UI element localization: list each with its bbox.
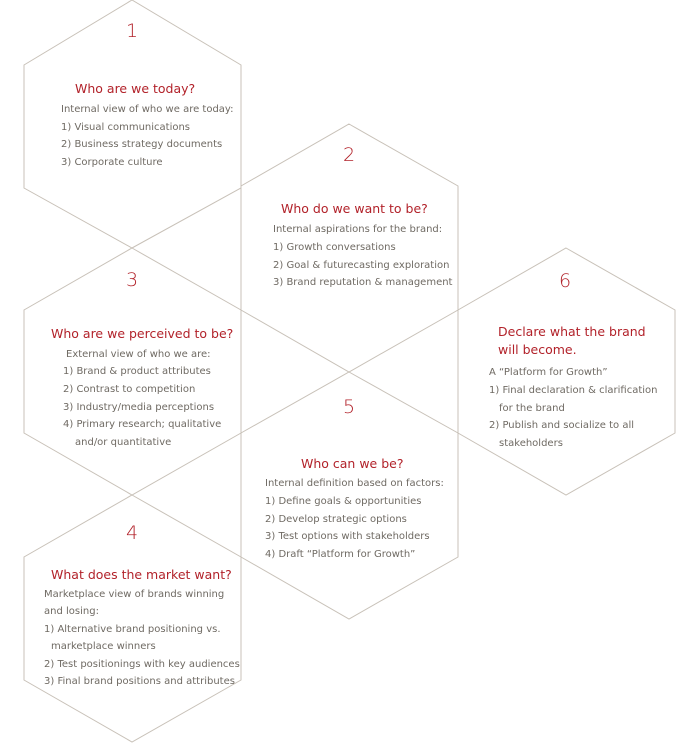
- step-2-title: Who do we want to be?: [281, 201, 428, 216]
- step-1-item: 2) Business strategy documents: [61, 139, 223, 150]
- step-5-intro: Internal definition based on factors:: [265, 478, 444, 489]
- step-4-title: What does the market want?: [51, 567, 232, 582]
- step-2-item: 1) Growth conversations: [273, 242, 396, 253]
- step-3-item: and/or quantitative: [75, 437, 172, 448]
- step-1-number: 1: [126, 20, 139, 42]
- step-2-number: 2: [343, 144, 356, 166]
- step-6-item: stakeholders: [499, 438, 563, 449]
- step-3-intro: External view of who we are:: [66, 349, 211, 360]
- step-4-intro: and losing:: [44, 606, 99, 617]
- step-5-title: Who can we be?: [301, 456, 404, 471]
- step-5-number: 5: [343, 396, 356, 418]
- step-6-title: Declare what the brand: [498, 324, 646, 339]
- step-6-item: for the brand: [499, 403, 565, 414]
- step-6-item: 1) Final declaration & clarification: [489, 385, 658, 396]
- step-1-item: 1) Visual communications: [61, 122, 191, 133]
- step-1-item: 3) Corporate culture: [61, 157, 163, 168]
- step-1-title: Who are we today?: [75, 81, 196, 96]
- step-3-item: 2) Contrast to competition: [63, 384, 196, 395]
- step-2-item: 3) Brand reputation & management: [273, 277, 453, 288]
- step-3-title: Who are we perceived to be?: [51, 326, 234, 341]
- step-3-item: 4) Primary research; qualitative: [63, 419, 222, 430]
- step-1-intro: Internal view of who we are today:: [61, 104, 234, 115]
- step-4-intro: Marketplace view of brands winning: [44, 589, 225, 600]
- step-4-item: marketplace winners: [51, 641, 156, 652]
- step-4-item: 2) Test positionings with key audiences: [44, 659, 240, 670]
- step-4-item: 3) Final brand positions and attributes: [44, 676, 235, 687]
- step-6-item: 2) Publish and socialize to all: [489, 420, 635, 431]
- step-6-title: will become.: [498, 342, 577, 357]
- step-6-intro: A “Platform for Growth”: [489, 367, 608, 378]
- step-2-item: 2) Goal & futurecasting exploration: [273, 260, 450, 271]
- step-4-number: 4: [126, 522, 139, 544]
- step-3-item: 3) Industry/media perceptions: [63, 402, 215, 413]
- step-5-item: 2) Develop strategic options: [265, 514, 407, 525]
- step-6-number: 6: [559, 270, 572, 292]
- step-4-item: 1) Alternative brand positioning vs.: [44, 624, 221, 635]
- step-2-intro: Internal aspirations for the brand:: [273, 224, 443, 235]
- step-3-number: 3: [126, 269, 139, 291]
- step-5-item: 3) Test options with stakeholders: [265, 531, 430, 542]
- step-5-item: 4) Draft “Platform for Growth”: [265, 549, 416, 560]
- step-5-item: 1) Define goals & opportunities: [265, 496, 422, 507]
- step-3-item: 1) Brand & product attributes: [63, 366, 211, 377]
